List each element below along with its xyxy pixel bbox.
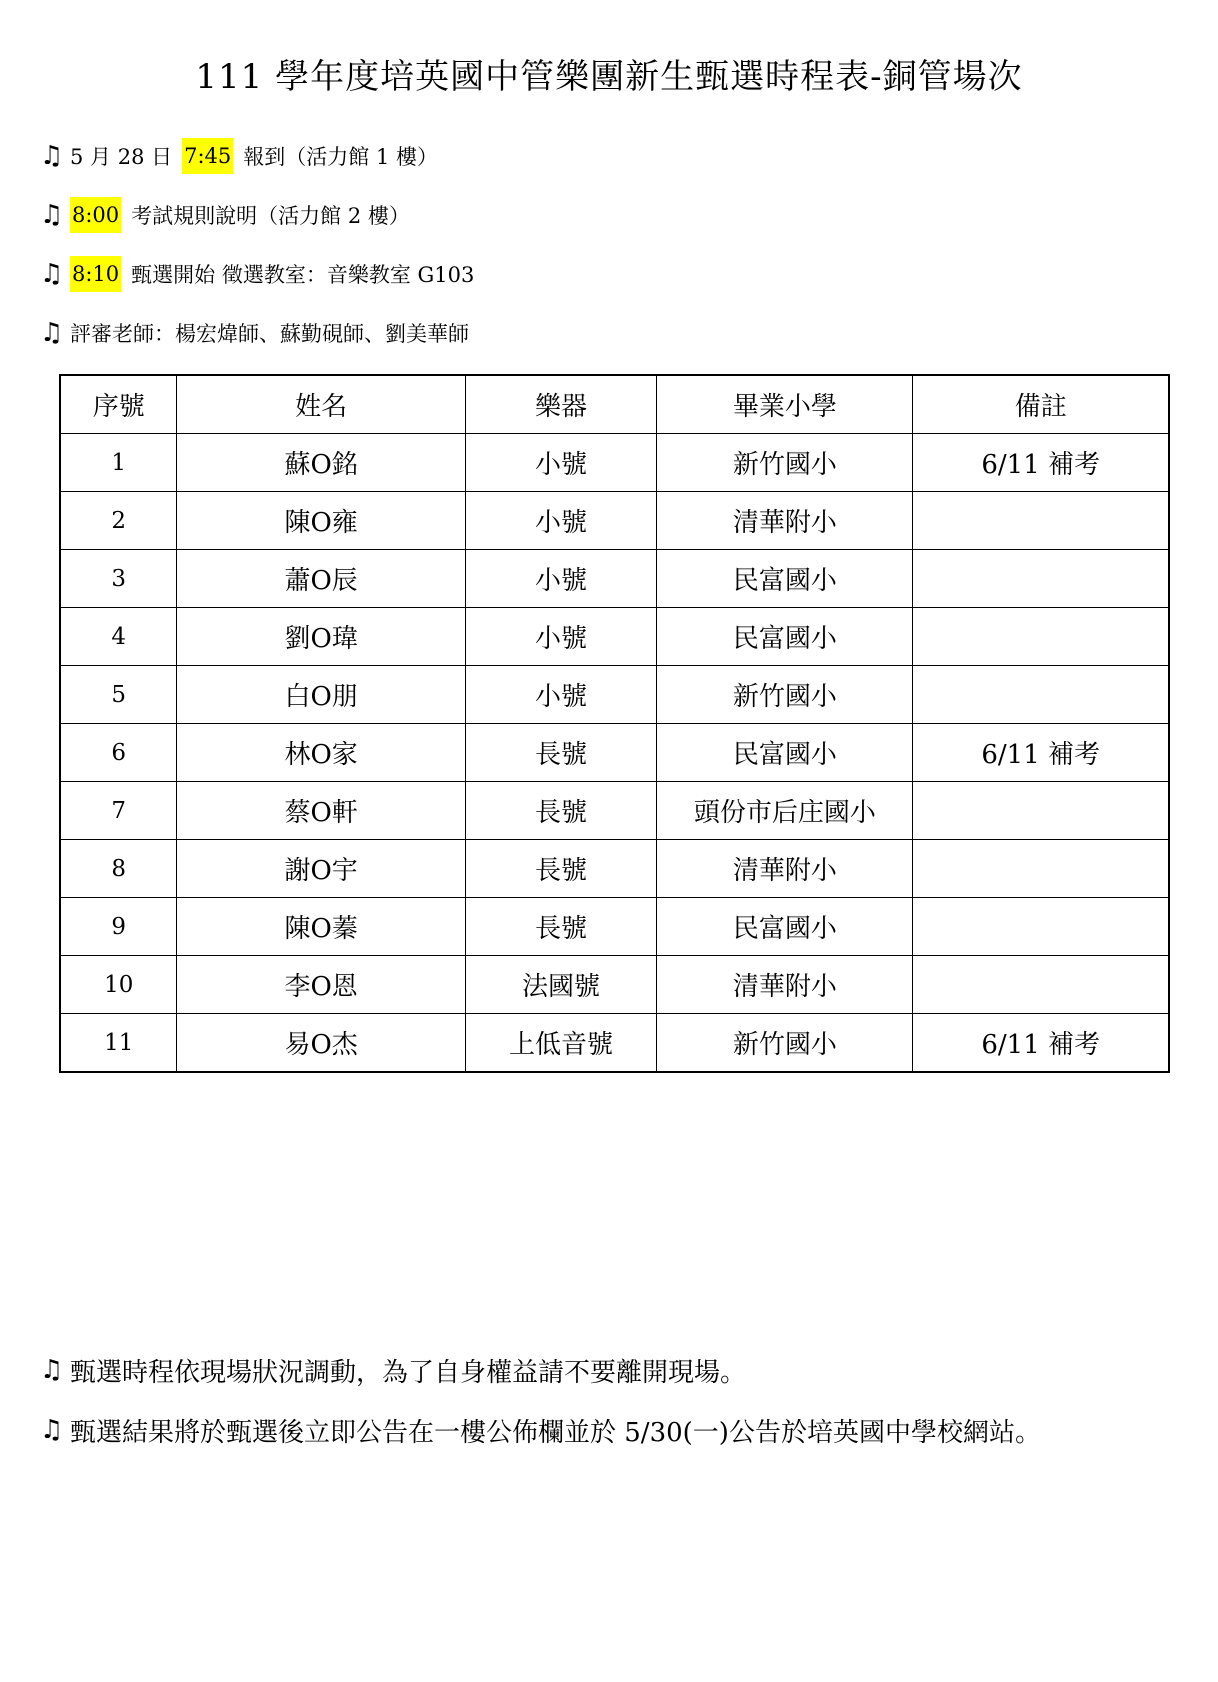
footer-note-2: 甄選結果將於甄選後立即公告在一樓公佈欄並於 5/30(一)公告於培英國中學校網站。 [70, 1417, 1041, 1448]
cell-number: 4 [60, 608, 177, 666]
music-note-icon: ♫ [40, 1355, 64, 1385]
cell-remark: 6/11 補考 [913, 724, 1169, 782]
table-row [60, 434, 1169, 492]
cell-name: 李O恩 [177, 956, 465, 1014]
cell-remark: 6/11 補考 [913, 1014, 1169, 1073]
cell-instrument: 小號 [465, 550, 657, 608]
cell-number: 6 [60, 724, 177, 782]
judges-text: 評審老師：楊宏煒師、蘇勤硯師、劉美華師 [70, 322, 469, 346]
cell-instrument: 小號 [465, 434, 657, 492]
table-row [60, 608, 1169, 666]
start-text: 甄選開始 徵選教室：音樂教室 G103 [131, 263, 475, 287]
cell-remark [913, 666, 1169, 724]
music-note-icon: ♫ [40, 141, 64, 171]
music-note-icon: ♫ [40, 200, 64, 230]
cell-instrument: 長號 [465, 840, 657, 898]
table-row [60, 666, 1169, 724]
checkin-text: 報到（活力館 1 樓） [243, 145, 438, 169]
cell-number: 3 [60, 550, 177, 608]
info-line-rules [40, 195, 410, 235]
cell-name: 陳O蓁 [177, 898, 465, 956]
cell-number: 2 [60, 492, 177, 550]
cell-school: 新竹國小 [657, 666, 913, 724]
cell-name: 謝O宇 [177, 840, 465, 898]
cell-remark [913, 840, 1169, 898]
music-note-icon: ♫ [40, 1415, 64, 1445]
cell-instrument: 法國號 [465, 956, 657, 1014]
info-line-judges [40, 313, 469, 353]
rules-time: 8:00 [70, 197, 121, 233]
cell-instrument: 上低音號 [465, 1014, 657, 1073]
cell-instrument: 小號 [465, 666, 657, 724]
checkin-date: 5 月 28 日 [70, 145, 173, 169]
header-instrument: 樂器 [465, 375, 657, 434]
cell-school: 民富國小 [657, 550, 913, 608]
cell-instrument: 長號 [465, 898, 657, 956]
cell-number: 7 [60, 782, 177, 840]
cell-instrument: 小號 [465, 608, 657, 666]
cell-name: 蕭O辰 [177, 550, 465, 608]
start-time: 8:10 [70, 256, 121, 292]
cell-name: 蔡O軒 [177, 782, 465, 840]
header-school: 畢業小學 [657, 375, 913, 434]
table-row [60, 840, 1169, 898]
footer-note-schedule [40, 1350, 746, 1390]
info-line-checkin [40, 136, 438, 176]
cell-number: 10 [60, 956, 177, 1014]
cell-name: 林O家 [177, 724, 465, 782]
rules-text: 考試規則說明（活力館 2 樓） [131, 204, 410, 228]
music-note-icon: ♫ [40, 259, 64, 289]
cell-name: 白O朋 [177, 666, 465, 724]
cell-name: 劉O瑋 [177, 608, 465, 666]
cell-instrument: 長號 [465, 724, 657, 782]
cell-instrument: 長號 [465, 782, 657, 840]
schedule-table [59, 374, 1170, 1073]
table-row [60, 1014, 1169, 1073]
cell-number: 5 [60, 666, 177, 724]
cell-name: 陳O雍 [177, 492, 465, 550]
cell-instrument: 小號 [465, 492, 657, 550]
info-line-start [40, 254, 474, 294]
footer-note-1: 甄選時程依現場狀況調動，為了自身權益請不要離開現場。 [70, 1357, 747, 1388]
cell-remark [913, 956, 1169, 1014]
cell-school: 新竹國小 [657, 1014, 913, 1073]
table-row [60, 492, 1169, 550]
cell-name: 易O杰 [177, 1014, 465, 1073]
cell-remark [913, 492, 1169, 550]
cell-school: 清華附小 [657, 492, 913, 550]
cell-school: 清華附小 [657, 840, 913, 898]
cell-school: 清華附小 [657, 956, 913, 1014]
music-note-icon: ♫ [40, 318, 64, 348]
header-remark: 備註 [913, 375, 1169, 434]
cell-school: 民富國小 [657, 898, 913, 956]
footer-note-results [40, 1410, 1041, 1450]
table-row [60, 724, 1169, 782]
cell-school: 頭份市后庄國小 [657, 782, 913, 840]
checkin-time: 7:45 [182, 138, 233, 174]
cell-remark [913, 782, 1169, 840]
table-header-row [60, 375, 1169, 434]
cell-remark [913, 550, 1169, 608]
cell-number: 8 [60, 840, 177, 898]
page-title: 111 學年度培英國中管樂團新生甄選時程表-銅管場次 [195, 57, 1023, 97]
cell-number: 9 [60, 898, 177, 956]
table-row [60, 782, 1169, 840]
table-row [60, 956, 1169, 1014]
cell-school: 民富國小 [657, 608, 913, 666]
table-row [60, 550, 1169, 608]
header-name: 姓名 [177, 375, 465, 434]
cell-remark [913, 608, 1169, 666]
cell-remark: 6/11 補考 [913, 434, 1169, 492]
cell-name: 蘇O銘 [177, 434, 465, 492]
cell-number: 11 [60, 1014, 177, 1073]
table-row [60, 898, 1169, 956]
cell-number: 1 [60, 434, 177, 492]
cell-remark [913, 898, 1169, 956]
cell-school: 民富國小 [657, 724, 913, 782]
cell-school: 新竹國小 [657, 434, 913, 492]
header-number: 序號 [60, 375, 177, 434]
